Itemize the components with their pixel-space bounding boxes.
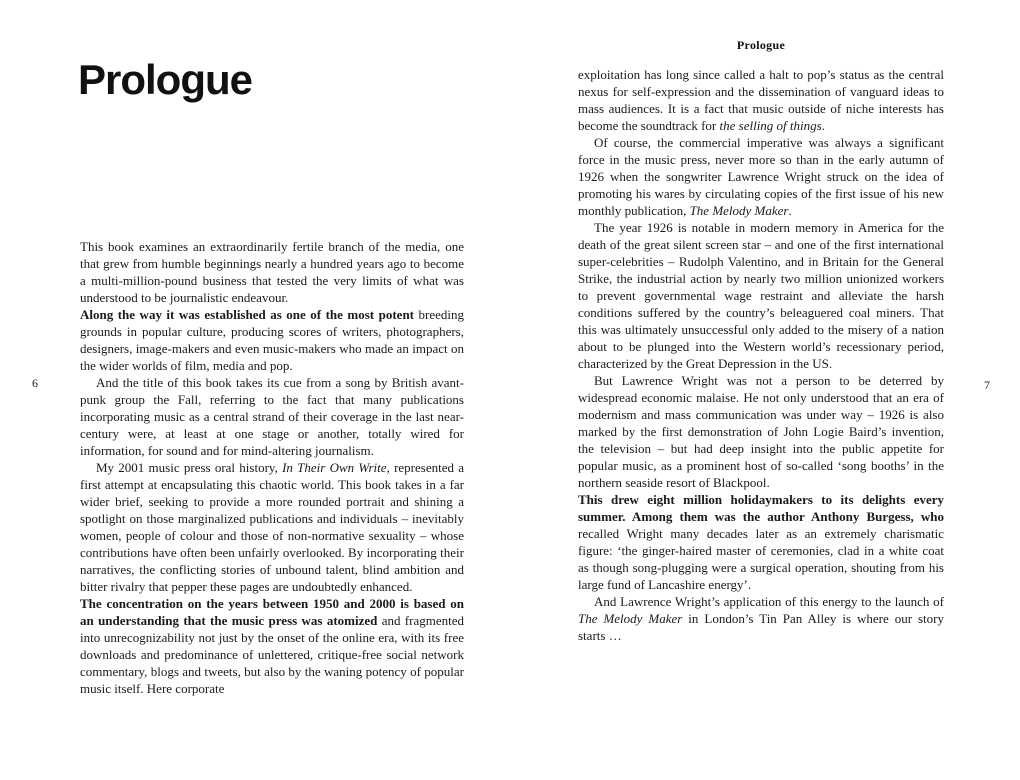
paragraph	[80, 238, 464, 306]
text-run: The concentration on the years between 1950 and 2000 is based on an understanding that the music press was atomized	[80, 596, 464, 628]
text-run: The Melody Maker	[578, 611, 683, 626]
text-run: The year 1926 is notable in modern memory in America for the death of the great silent screen star – and one of the first international super-celebrities – Rudolph Valentino, and in Britain for the General Strike, the industrial action by nearly two million unionized workers to prevent governmental wage restraint and alleviate the harsh conditions suffered by the country’s beleaguered coal miners. That this was ultimately unsuccessful only added to the misery of a nation about to be plunged into the Western world’s recessionary period, characterized by the Great Depression in the US.	[578, 220, 944, 371]
left-page-body	[80, 238, 464, 697]
paragraph	[80, 374, 464, 459]
running-header: Prologue	[736, 38, 786, 52]
text-run: But Lawrence Wright was not a person to be deterred by widespread economic malaise. He not only understood that an era of modernism and mass communication was under way – 1926 is also marked by the first demonstration of John Logie Baird’s invention, the television – but had deep insight into the public appetite for popular music, as a prominent host of so-called ‘song booths’ in the northern seaside resort of Blackpool.	[578, 373, 944, 490]
text-run: This book examines an extraordinarily fertile branch of the media, one that grew from humble beginnings nearly a hundred years ago to become a multi-million-pound business that tested the very limits of what was understood to be journalistic endeavour.	[80, 239, 464, 305]
right-page	[510, 0, 1020, 780]
text-run: My 2001 music press oral history,	[96, 460, 283, 475]
text-run: This drew eight million holidaymakers to its delights every summer. Among them was the author Anthony Burgess, who	[578, 492, 944, 524]
text-run: , represented a first attempt at encapsulating this chaotic world. This book takes in a far wider brief, seeking to provide a more rounded portrait and shining a spotlight on those marginalized publications and individuals – inevitably women, people of colour and those of non-normative sexuality – whose contributions have often been unfairly overlooked. By incorporating their narratives, the conflicting stories of unbound talent, blind ambition and bitter rivalry that pepper these pages are undoubtedly enhanced.	[80, 460, 464, 594]
chapter-title: Prologue	[78, 56, 253, 103]
paragraph	[80, 459, 464, 595]
text-run: .	[788, 203, 792, 218]
left-page-number: 6	[32, 376, 38, 390]
text-run: breeding grounds in popular culture, producing scores of writers, photographers, designers, image-makers and even music-makers who made an impact on the wider worlds of film, media and pop.	[80, 307, 464, 373]
paragraph	[578, 219, 944, 372]
text-run: recalled Wright many decades later as an extremely charismatic figure: ‘the ginger-haired master of ceremonies, clad in a white coat as though song-plugging were a surgical operation, shouting from his large fund of Lancashire energy’.	[578, 526, 944, 592]
text-run: .	[821, 118, 825, 133]
text-run: and fragmented into unrecognizability not just by the onset of the online era, with its free downloads and predominance of unlettered, critique-free social network commentary, blogs and tweets, but also by the waning potency of popular music itself. Here corporate	[80, 613, 465, 696]
text-run: the selling of things	[719, 118, 822, 133]
paragraph	[578, 66, 944, 134]
paragraph	[80, 595, 464, 697]
paragraph	[80, 306, 464, 374]
text-run: in London’s Tin Pan Alley is where our story starts …	[578, 611, 944, 643]
paragraph	[578, 372, 944, 491]
text-run: Of course, the commercial imperative was always a significant force in the music press, never more so than in the early autumn of 1926 when the songwriter Lawrence Wright struck on the idea of promoting his wares by circulating copies of the first issue of his new monthly publication,	[578, 135, 944, 218]
text-run: And the title of this book takes its cue from a song by British avant-punk group the Fall, referring to the fact that many publications incorporating music as a central strand of their coverage in the last near-century were, at least at one stage or another, totally wired for information, for sound and for mind-altering journalism.	[80, 375, 464, 458]
text-run: exploitation has long since called a halt to pop’s status as the central nexus for self-expression and the dissemination of vanguard ideas to mass audiences. It is a fact that music outside of niche interests has become the soundtrack for	[578, 67, 944, 133]
text-run: Along the way it was established as one of the most potent	[80, 307, 419, 322]
text-run: The Melody Maker	[689, 203, 789, 218]
paragraph	[578, 134, 944, 219]
paragraph	[578, 491, 944, 593]
right-page-number: 7	[984, 378, 990, 392]
text-run: In Their Own Write	[282, 460, 387, 475]
text-run: And Lawrence Wright’s application of this energy to the launch of	[594, 594, 944, 609]
right-page-body	[578, 66, 944, 644]
paragraph	[578, 593, 944, 644]
